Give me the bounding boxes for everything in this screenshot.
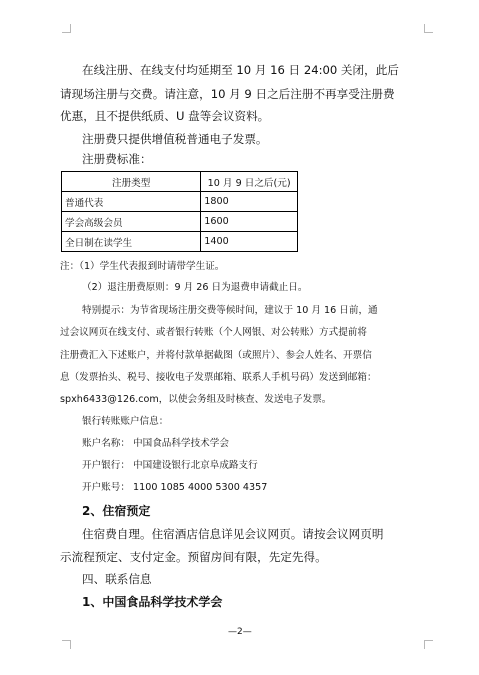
table-row — [62, 212, 298, 232]
bank-info-title: 银行转账账户信息： — [82, 416, 169, 427]
bank-account-name: 账户名称： 中国食品科学技术学会 — [82, 438, 229, 449]
table-row — [62, 232, 298, 252]
special-notice-line-5: spxh6433@126.com，以使会务组及时核查、发送电子发票。 — [60, 394, 332, 405]
contact-sub-heading: 1、中国食品科学技术学会 — [82, 595, 223, 609]
special-notice-line-4: 息（发票抬头、税号、接收电子发票邮箱、联系人手机号码）发送到邮箱： — [60, 372, 377, 383]
contact-heading: 四、联系信息 — [82, 572, 152, 586]
lodging-line-2: 示流程预定、支付定金。预留房间有限，先定先得。 — [60, 550, 327, 564]
crop-mark-top-left — [62, 24, 71, 33]
special-notice-line-3: 注册费汇入下述账户，并将付款单据截图（或照片）、参会人姓名、开票信 — [60, 350, 372, 361]
paragraph-invoice: 注册费只提供增值税普通电子发票。 — [82, 132, 268, 146]
fee-table-header-row — [62, 172, 298, 192]
note-student: 注：（1）学生代表报到时请带学生证。 — [60, 261, 225, 272]
crop-mark-bottom-right — [424, 640, 433, 649]
table-row — [62, 192, 298, 212]
fee-type-cell: 全日制在读学生 — [62, 232, 201, 252]
crop-mark-top-right — [424, 24, 433, 33]
fee-type-cell: 学会高级会员 — [62, 212, 201, 232]
paragraph-registration-line-3: 优惠，且不提供纸质、U 盘等会议资料。 — [60, 109, 270, 123]
fee-table — [61, 171, 298, 252]
lodging-heading: 2、住宿预定 — [82, 504, 151, 518]
bank-account-number: 开户账号： 1100 1085 4000 5300 4357 — [82, 482, 268, 493]
lodging-line-1: 住宿费自理。住宿酒店信息详见会议网页。请按会议网页明 — [82, 527, 384, 541]
note-refund: （2）退注册费原则：9 月 26 日为退费申请截止日。 — [82, 282, 308, 293]
fee-price-cell: 1800 — [201, 192, 298, 212]
page-number: —2— — [228, 627, 252, 637]
fee-price-cell: 1400 — [201, 232, 298, 252]
crop-mark-bottom-left — [62, 640, 71, 649]
fee-table-header-price: 10 月 9 日之后(元) — [201, 172, 298, 192]
fee-standard-label: 注册费标准： — [82, 152, 152, 166]
special-notice-line-1: 特别提示：为节省现场注册交费等候时间，建议于 10 月 16 日前，通 — [82, 305, 378, 316]
special-notice-line-2: 过会议网页在线支付、或者银行转账（个人网银、对公转账）方式提前将 — [60, 327, 367, 338]
fee-type-cell: 普通代表 — [62, 192, 201, 212]
fee-price-cell: 1600 — [201, 212, 298, 232]
bank-name: 开户银行： 中国建设银行北京阜成路支行 — [82, 460, 258, 471]
fee-table-header-type: 注册类型 — [62, 172, 201, 192]
paragraph-registration-line-1: 在线注册、在线支付均延期至 10 月 16 日 24:00 关闭，此后 — [82, 63, 399, 77]
paragraph-registration-line-2: 请现场注册与交费。请注意，10 月 9 日之后注册不再享受注册费 — [60, 87, 395, 101]
